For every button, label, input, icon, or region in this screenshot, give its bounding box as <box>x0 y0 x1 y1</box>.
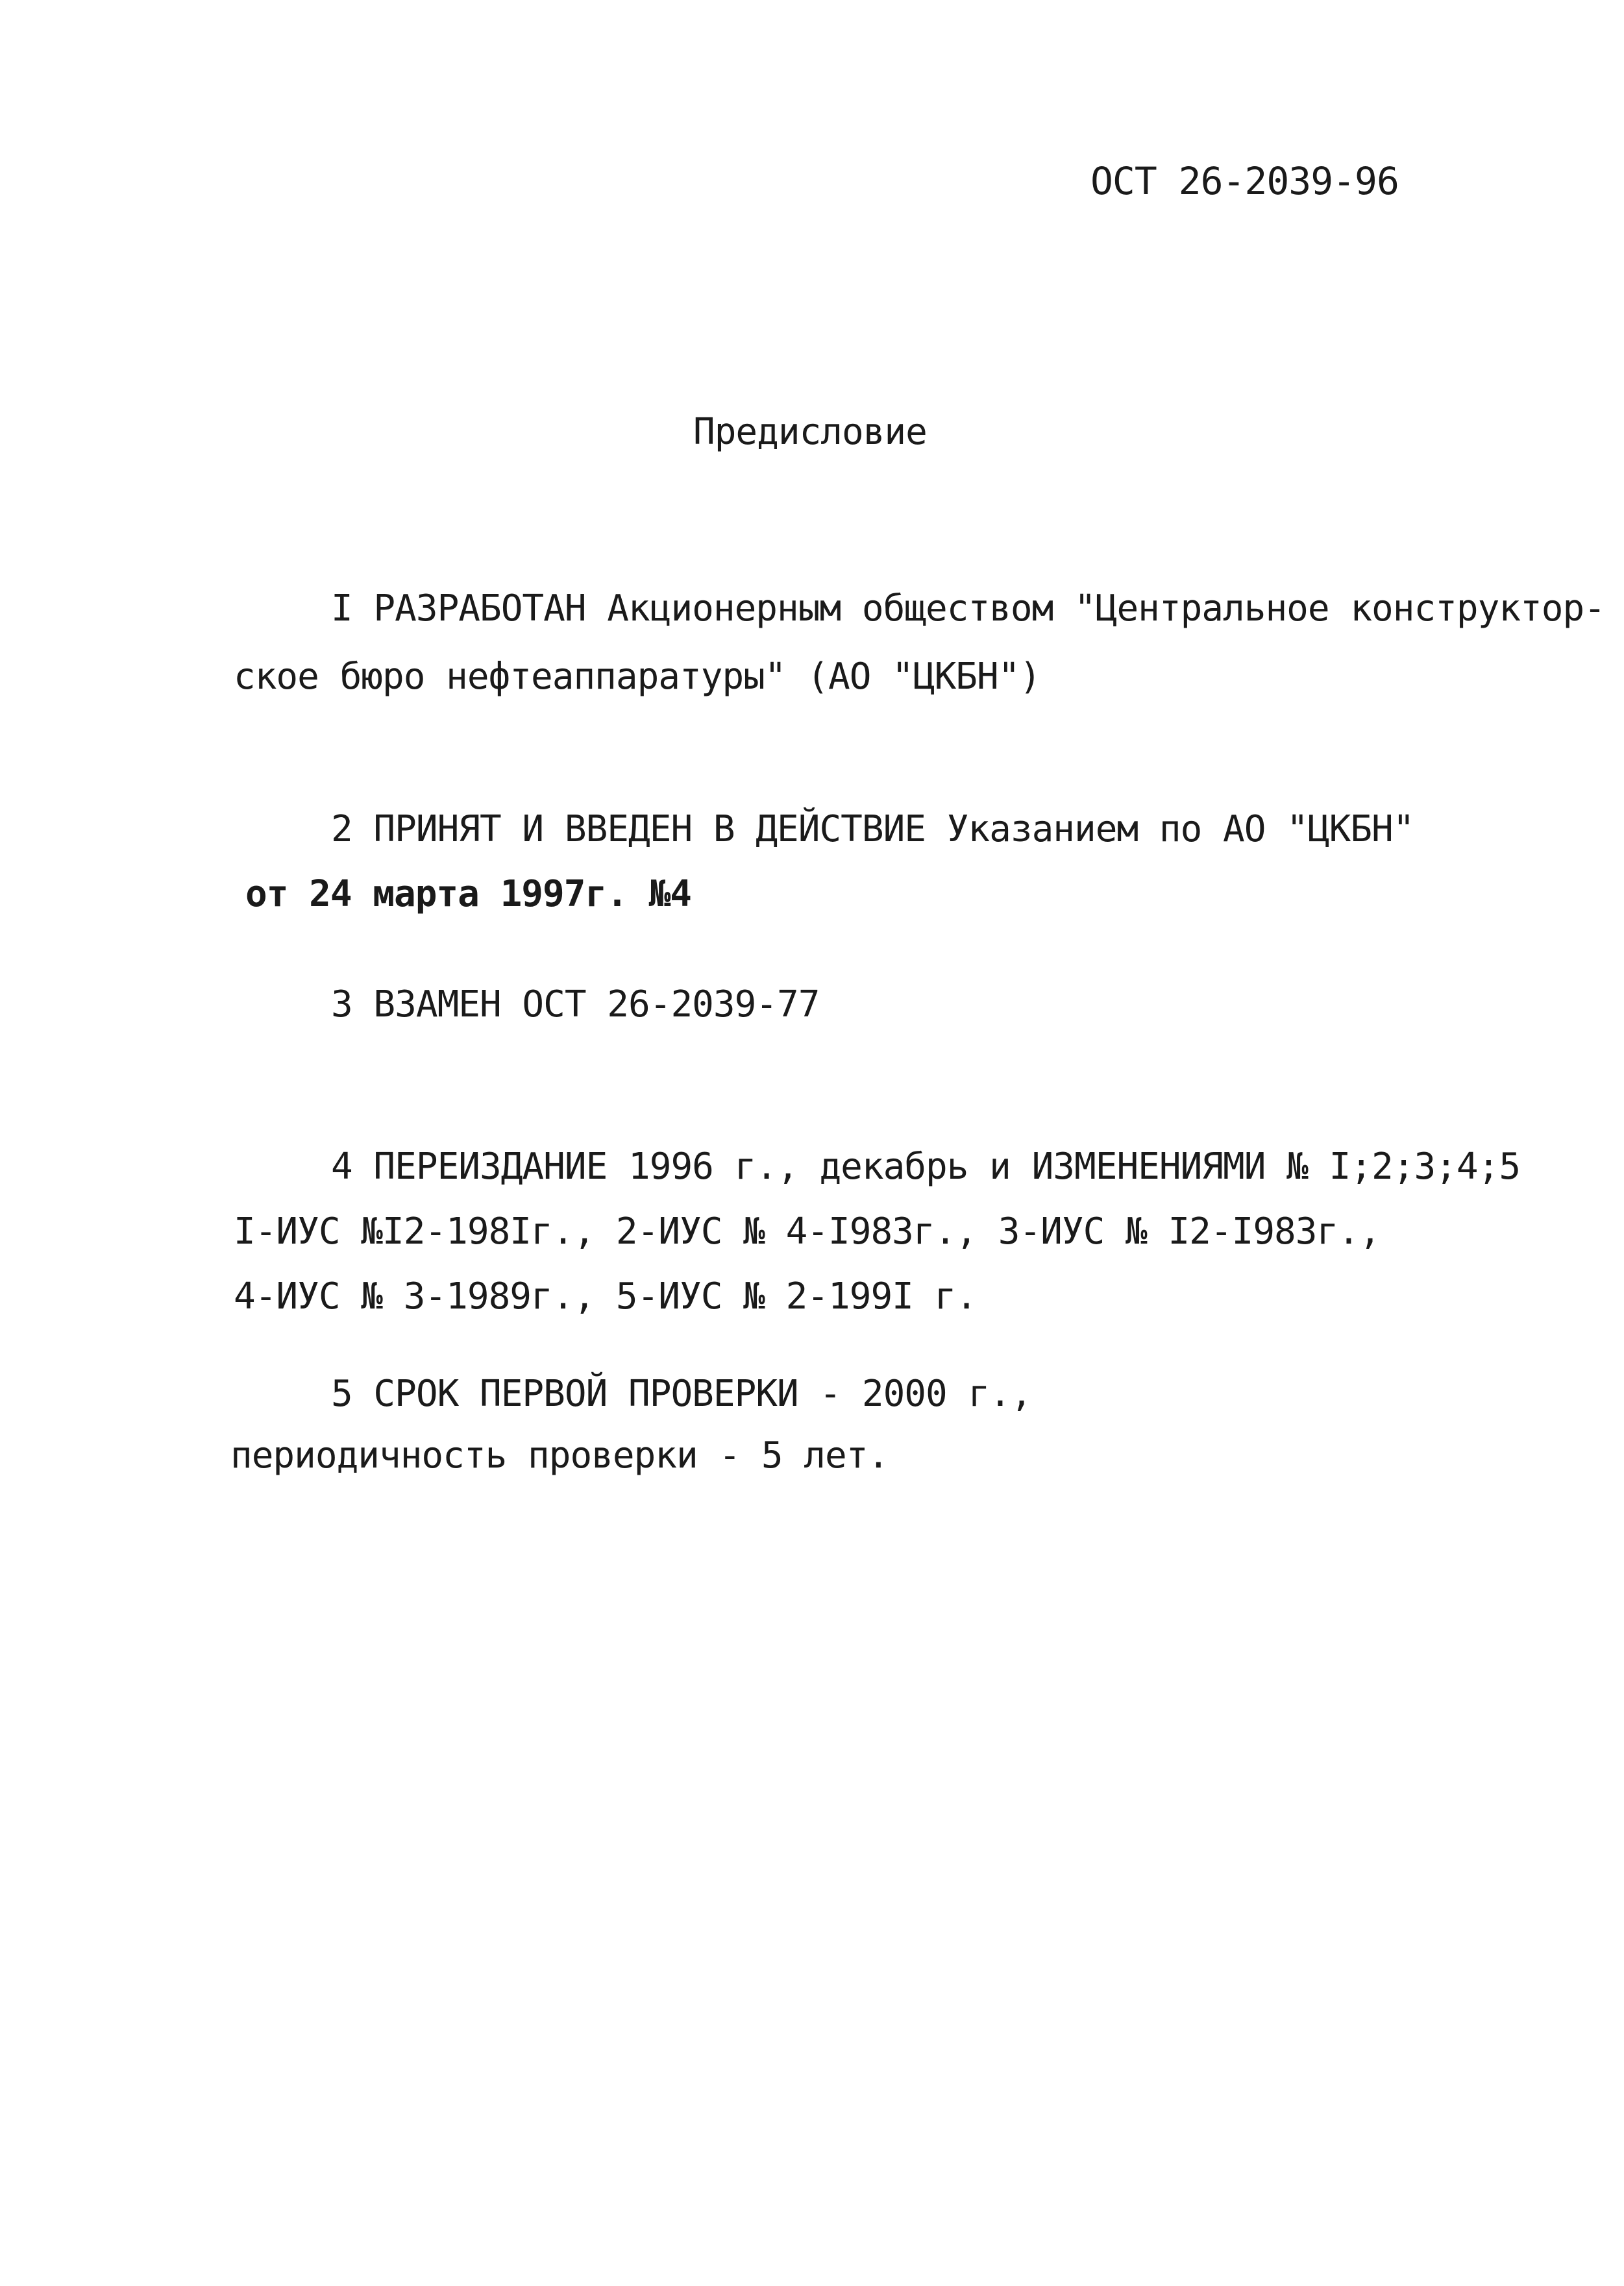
item-1-line-1: I РАЗРАБОТАН Акционерным обществом "Центральное конструктор- <box>331 587 1605 630</box>
item-3-line-1: 3 ВЗАМЕН ОСТ 26-2039-77 <box>331 983 820 1026</box>
preface-title: Предисловие <box>693 411 927 453</box>
item-2-line-1: 2 ПРИНЯТ И ВВЕДЕН В ДЕЙСТВИЕ Указанием по АО "ЦКБН" <box>331 808 1414 850</box>
item-2-line-2: от 24 марта 1997г. №4 <box>245 873 692 915</box>
item-4-line-1: 4 ПЕРЕИЗДАНИЕ 1996 г., декабрь и ИЗМЕНЕНИЯМИ № I;2;3;4;5 <box>331 1146 1521 1188</box>
item-5-line-2: периодичность проверки - 5 лет. <box>230 1434 889 1477</box>
item-4-line-3: 4-ИУС № 3-1989г., 5-ИУС № 2-199I г. <box>234 1275 978 1318</box>
document-code: ОСТ 26-2039-96 <box>1090 159 1399 203</box>
item-5-line-1: 5 СРОК ПЕРВОЙ ПРОВЕРКИ - 2000 г., <box>331 1373 1032 1415</box>
item-1-line-2: ское бюро нефтеаппаратуры" (АО "ЦКБН") <box>234 656 1041 698</box>
item-4-line-2: I-ИУС №I2-198Iг., 2-ИУС № 4-I983г., 3-ИУС № I2-I983г., <box>234 1211 1381 1253</box>
